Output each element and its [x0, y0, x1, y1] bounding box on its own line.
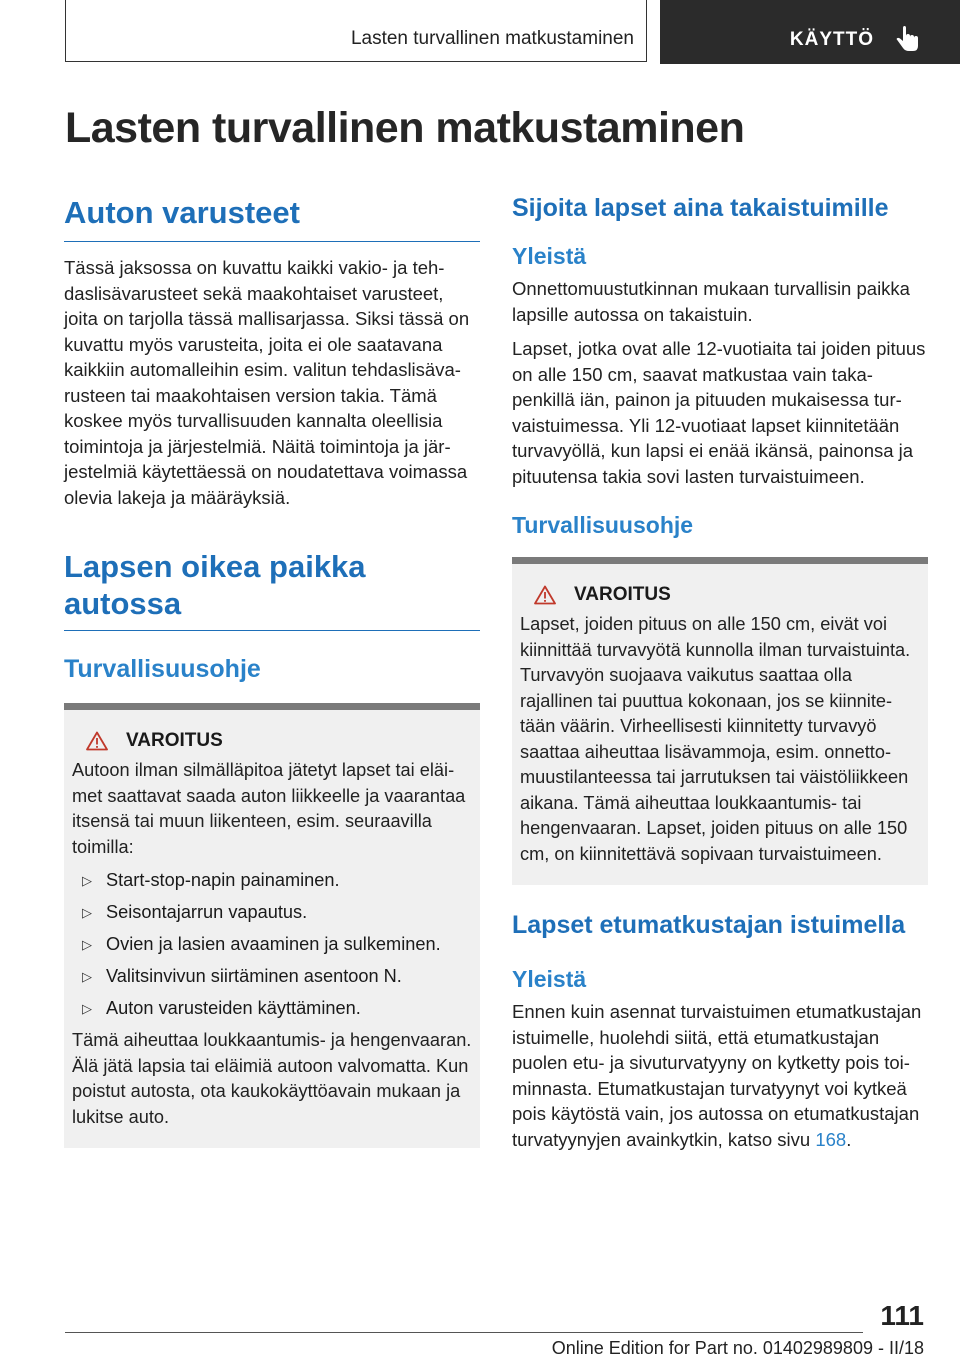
- paragraph-general-1a: Onnettomuustutkinnan mukaan turvallisin paikka lapsille autossa on takaistuin.: [512, 278, 910, 325]
- bullet-triangle-icon: ▷: [82, 905, 92, 920]
- warning-triangle-icon: [86, 731, 108, 751]
- warning-list: [72, 868, 472, 1021]
- warning-box-left: [64, 703, 480, 1148]
- hand-pointer-icon: [894, 26, 922, 54]
- bullet-triangle-icon: ▷: [82, 937, 92, 952]
- page-header: [0, 0, 960, 66]
- warning-header: [72, 730, 472, 752]
- list-item: ▷ Valitsinvivun siirtäminen asentoon N.: [72, 964, 472, 989]
- header-section-tab: [65, 0, 647, 62]
- warning-header: [520, 584, 920, 606]
- bullet-triangle-icon: ▷: [82, 969, 92, 984]
- heading-rear-seats: Sijoita lapset aina takaistuimille: [512, 194, 889, 222]
- heading-safety-left: Turvallisuusohje: [64, 655, 261, 683]
- list-item: ▷ Auton varusteiden käyttäminen.: [72, 996, 472, 1021]
- warning-intro: Autoon ilman silmälläpitoa jätetyt lapset tai eläimet saattavat saada auton liikkeelle ja vaarantaa itsensä tai muun liikenteen, esim. seuraavilla toimilla:: [72, 760, 466, 857]
- footer-divider: [65, 1332, 863, 1333]
- header-section-title: Lasten turvallinen matkustaminen: [350, 28, 634, 49]
- bullet-triangle-icon: ▷: [82, 873, 92, 888]
- heading-front-seat: Lapset etumatkustajan istuimella: [512, 911, 906, 939]
- paragraph-equipment: Tässä jaksossa on kuvattu kaikki vakio- ja tehdaslisävarusteet sekä maakohtaiset varusteet, joita on tarjolla tässä mallisarjassa. Siksi tässä on kuvattu myös varusteita, joita ei ole saatavana kaikkiin automalleihin esim. valitun tehdaslisävarusteen tai maakohtaisen version takia. Tämä koskee myös turvallisuuden kannalta oleellisia toimintoja ja järjestelmiä. Näitä toimintoja ja järjestelmiä käytettäessä on noudatettava voimassa olevia lakeja ja määräyksiä.: [64, 257, 470, 508]
- heading-general-1: Yleistä: [512, 243, 587, 269]
- paragraph-general-1b: Lapset, jotka ovat alle 12-vuotiaita tai joiden pituus on alle 150 cm, saavat matkustaa vain takapenkillä iän, painon ja pituuden mukaisessa turvaistuimessa. Yli 12-vuotiaat lapset kiinnitetään turvavyöllä, kun lapsi ei enää ikänsä, painonsa ja pituutensa takia sovi lasten turvaistuimeen.: [512, 338, 926, 487]
- page-link-168[interactable]: 168: [815, 1128, 847, 1150]
- header-chapter-title: KÄYTTÖ: [789, 29, 874, 50]
- paragraph-general-2: Ennen kuin asennat turvaistuimen etumatkustajan istuimelle, huolehdi siitä, että etumatkustajan puolen etu- ja sivuturvatyyny on kytketty pois toiminnasta. Etumatkustajan turvatyynyt voi kytkeä pois käytöstä vain, jos autossa on etumatkustajan turvatyynyjen avainkytkin, katso sivu 168.: [512, 1001, 922, 1150]
- list-item: ▷ Seisontajarrun vapautus.: [72, 900, 472, 925]
- warning-triangle-icon: [534, 585, 556, 605]
- heading-equipment: Auton varusteet: [64, 194, 480, 242]
- bullet-triangle-icon: ▷: [82, 1001, 92, 1016]
- list-item: ▷ Start-stop-napin painaminen.: [72, 868, 472, 893]
- warning-text: Lapset, joiden pituus on alle 150 cm, eivät voi kiinnittää turvavyötä kunnolla ilman turvaistuinta. Turvavyön suojaava vaikutus saattaa olla rajallinen tai puuttua kokonaan, jos se kiinnitetään väärin. Virheellisesti kiinnitetty turvavyö saattaa aiheuttaa lisävammoja, esim. onnettomuustilanteessa tai jarrutuksen tai väistöliikkeen aikana. Tämä aiheuttaa loukkaantumis- tai hengenvaaran. Lapset, joiden pituus on alle 150 cm, on kiinnitettävä sopivaan turvaistuimeen.: [520, 614, 911, 864]
- page-title: Lasten turvallinen matkustaminen: [65, 104, 745, 152]
- footer-edition: Online Edition for Part no. 01402989809 - II/18: [551, 1338, 924, 1358]
- left-column: [64, 190, 480, 1148]
- warning-box-right: [512, 557, 928, 885]
- page-number: 111: [880, 1300, 924, 1331]
- heading-child-place: Lapsen oikea paikka autossa: [64, 548, 480, 631]
- header-chapter-tab: [660, 0, 960, 64]
- warning-outro: Tämä aiheuttaa loukkaantumis- ja hengenvaaran. Älä jätä lapsia tai eläimiä autoon valvomatta. Kun poistut autosta, ota kaukokäyttöavain mukaan ja lukitse auto.: [72, 1030, 472, 1127]
- heading-safety-right: Turvallisuusohje: [512, 512, 694, 538]
- list-item: ▷ Ovien ja lasien avaaminen ja sulkeminen.: [72, 932, 472, 957]
- heading-general-2: Yleistä: [512, 966, 587, 992]
- warning-label: VAROITUS: [126, 730, 223, 751]
- warning-label: VAROITUS: [574, 584, 671, 605]
- right-column: [512, 190, 928, 1152]
